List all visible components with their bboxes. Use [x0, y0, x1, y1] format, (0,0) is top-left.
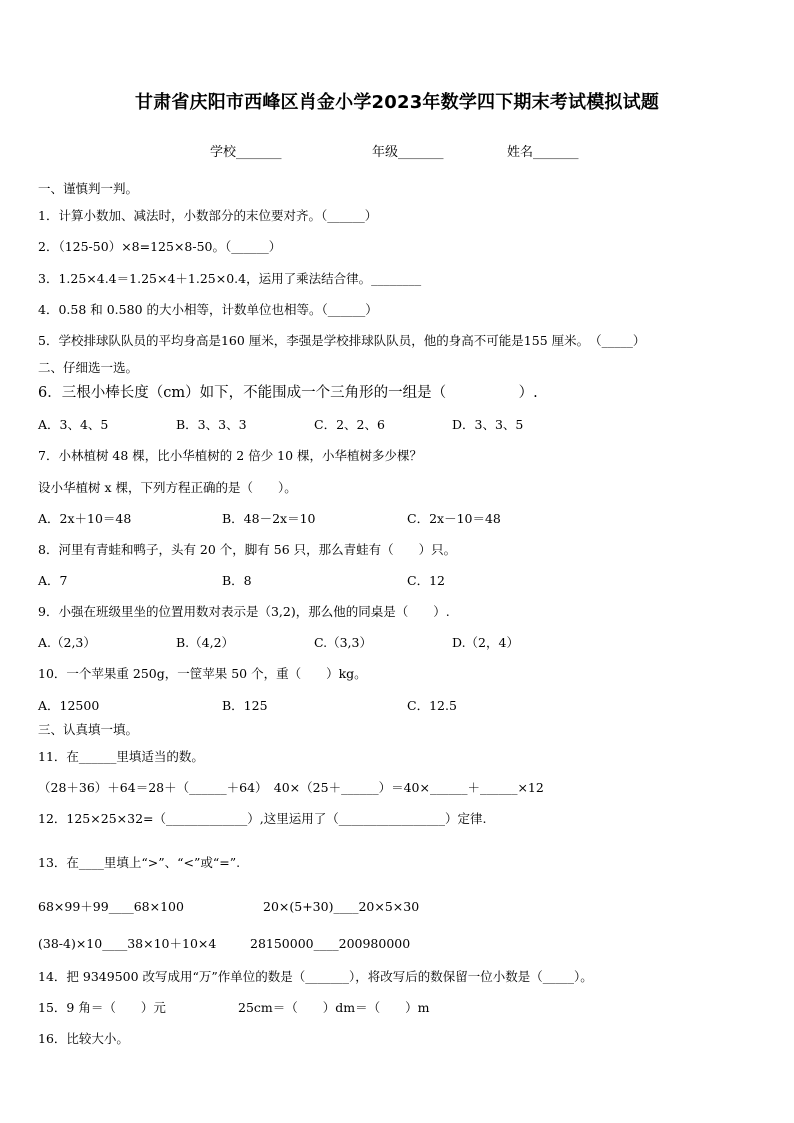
q9-option-b: B.（4,2） [176, 635, 235, 650]
q10-option-b: B．125 [222, 698, 268, 713]
q13-item-d: 28150000____200980000 [250, 936, 411, 951]
q6-option-b: B．3、3、3 [176, 417, 247, 432]
q8-option-b: B．8 [222, 573, 252, 588]
question-2: 2．（125-50）×8=125×8-50。（______） [38, 239, 282, 254]
q9-option-a: A.（2,3） [38, 635, 96, 650]
question-3: 3．1.25×4.4＝1.25×4＋1.25×0.4，运用了乘法结合律。________ [38, 271, 422, 286]
question-7: 7．小林植树 48 棵，比小华植树的 2 倍少 10 棵，小华植树多少棵？ [38, 448, 423, 463]
q6-option-c: C．2、2、6 [314, 417, 385, 432]
q8-option-a: A．7 [38, 573, 68, 588]
question-14: 14．把 9349500 改写成用“万”作单位的数是（_______），将改写后的数保留一位小数是（_____）。 [38, 969, 593, 984]
q9-option-d: D.（2，4） [452, 635, 519, 650]
section-1-heading: 一、谨慎判一判。 [38, 181, 139, 196]
section-2-heading: 二、仔细选一选。 [38, 360, 139, 375]
q8-option-c: C．12 [407, 573, 445, 588]
q10-option-a: A．12500 [38, 698, 100, 713]
q13-item-b: 20×(5+30)____20×5×30 [263, 899, 420, 914]
question-11: 11．在______里填适当的数。 [38, 749, 204, 764]
question-8: 8．河里有青蛙和鸭子，头有 20 个，脚有 56 只，那么青蛙有（ ）只。 [38, 542, 457, 557]
q7-option-b: B．48－2x＝10 [222, 511, 316, 526]
page-title: 甘肃省庆阳市西峰区肖金小学2023年数学四下期末考试模拟试题 [134, 92, 660, 113]
question-7-stem2: 设小华植树 x 棵，下列方程正确的是（ ）。 [38, 480, 297, 495]
question-16: 16．比较大小。 [38, 1031, 129, 1046]
question-10: 10．一个苹果重 250g，一筐苹果 50 个，重（ ）kg。 [38, 666, 367, 681]
q13-item-a: 68×99＋99____68×100 [38, 899, 184, 914]
question-1: 1．计算小数加、减法时，小数部分的末位要对齐。（______） [38, 208, 378, 223]
q6-option-d: D．3、3、5 [452, 417, 524, 432]
question-15-b: 25cm＝（ ）dm＝（ ）m [238, 1000, 430, 1015]
question-13: 13．在____里填上“>”、“<”或“=”. [38, 855, 241, 870]
q6-option-a: A．3、4、5 [38, 417, 109, 432]
q7-option-c: C．2x－10＝48 [407, 511, 501, 526]
q13-item-c: (38-4)×10____38×10＋10×4 [38, 936, 217, 951]
question-15-a: 15．9 角＝（ ）元 [38, 1000, 166, 1015]
q7-option-a: A．2x＋10＝48 [38, 511, 132, 526]
q9-option-c: C.（3,3） [314, 635, 372, 650]
question-6: 6．三根小棒长度（cm）如下，不能围成一个三角形的一组是（ ）. [38, 385, 538, 401]
question-11-items: （28＋36）＋64＝28＋（______＋64） 40×（25＋______）＝40×______＋______×12 [38, 780, 544, 795]
question-12: 12．125×25×32=（_____________）,这里运用了（_________________）定律. [38, 811, 487, 826]
section-3-heading: 三、认真填一填。 [38, 722, 139, 737]
name-field: 姓名_______ [507, 145, 579, 160]
grade-field: 年级_______ [372, 145, 444, 160]
q10-option-c: C．12.5 [407, 698, 457, 713]
question-5: 5．学校排球队队员的平均身高是160 厘米，李强是学校排球队队员，他的身高不可能是155 厘米。 （_____） [38, 333, 646, 348]
question-4: 4．0.58 和 0.580 的大小相等，计数单位也相等。（______） [38, 302, 378, 317]
question-9: 9．小强在班级里坐的位置用数对表示是（3,2)，那么他的同桌是（ ）. [38, 604, 450, 619]
school-field: 学校_______ [210, 145, 282, 160]
